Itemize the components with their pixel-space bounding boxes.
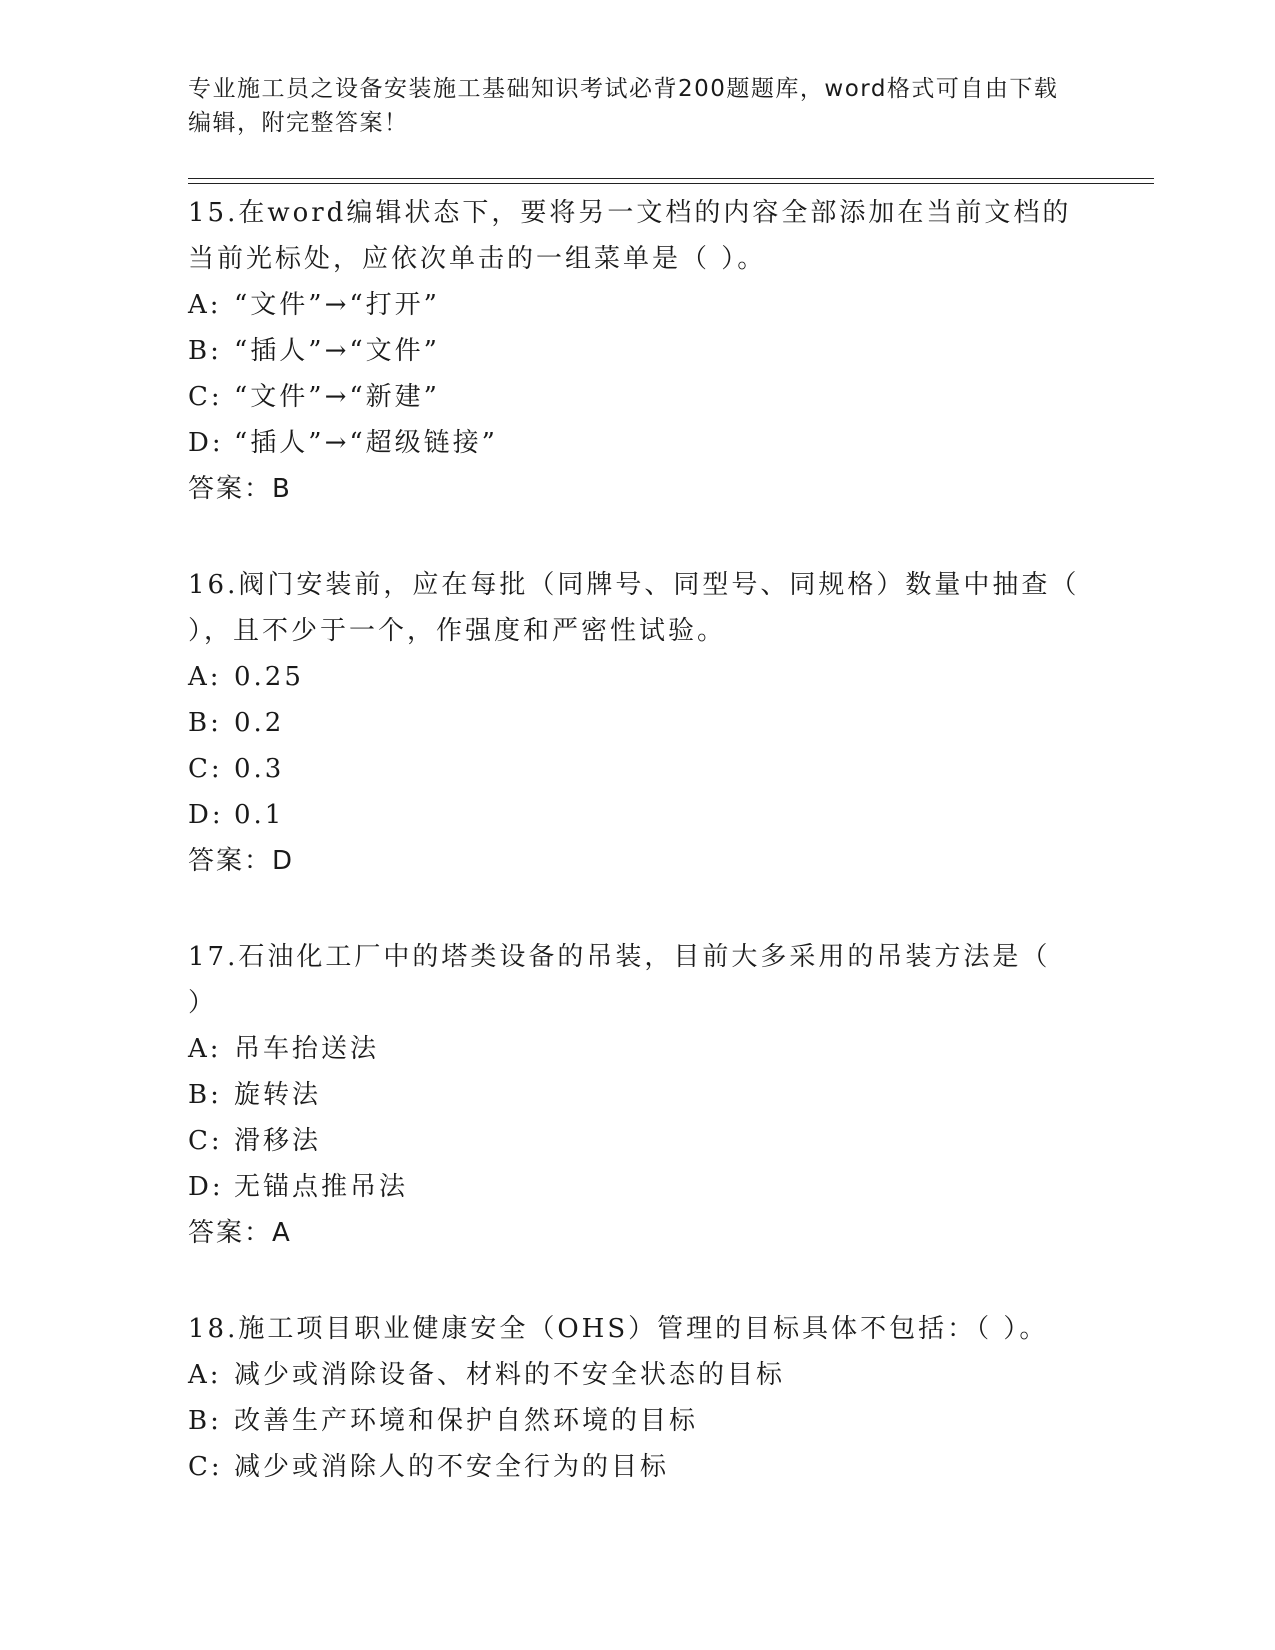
option-c: [188, 746, 1088, 792]
question-line: ），且不少于一个，作强度和严密性试验。: [188, 616, 727, 646]
question-line: 17.石油化工厂中的塔类设备的吊装，目前大多采用的吊装方法是（: [188, 942, 1051, 972]
option-d: [188, 792, 1088, 838]
header-line-2: 编辑，附完整答案！: [188, 110, 409, 136]
header-divider-top: [188, 178, 1154, 179]
option-text: “插人”→“文件”: [234, 336, 440, 366]
option-text: 吊车抬送法: [234, 1034, 380, 1064]
option-label: C:: [188, 754, 223, 784]
option-text: 无锚点推吊法: [234, 1172, 409, 1202]
option-c: [188, 1444, 1088, 1490]
question-15: [188, 190, 1088, 512]
option-d: [188, 420, 1088, 466]
option-label: D:: [188, 800, 224, 830]
option-label: C:: [188, 1126, 223, 1156]
question-text: [188, 934, 1088, 1026]
question-list: [188, 190, 1088, 1540]
answer-line: 答案：A: [188, 1218, 292, 1248]
option-label: B:: [188, 708, 222, 738]
option-label: A:: [188, 1034, 222, 1064]
option-b: [188, 328, 1088, 374]
option-text: “文件”→“新建”: [234, 382, 440, 412]
option-label: A:: [188, 290, 222, 320]
option-text: 0.3: [234, 754, 285, 784]
option-b: [188, 1072, 1088, 1118]
option-a: [188, 654, 1088, 700]
option-label: D:: [188, 1172, 224, 1202]
option-text: 旋转法: [234, 1080, 322, 1110]
question-line: 15.在word编辑状态下，要将另一文档的内容全部添加在当前文档的: [188, 198, 1072, 228]
option-label: B:: [188, 336, 222, 366]
option-label: B:: [188, 1406, 222, 1436]
option-d: [188, 1164, 1088, 1210]
question-text: [188, 562, 1088, 654]
question-text: [188, 1306, 1088, 1352]
answer-line: 答案：D: [188, 846, 295, 876]
option-a: [188, 282, 1088, 328]
option-label: D:: [188, 428, 224, 458]
option-a: [188, 1026, 1088, 1072]
option-text: 滑移法: [234, 1126, 322, 1156]
header-line-1: 专业施工员之设备安装施工基础知识考试必背200题题库，word格式可自由下载: [188, 76, 1059, 102]
option-a: [188, 1352, 1088, 1398]
option-label: A:: [188, 1360, 222, 1390]
question-text: [188, 190, 1088, 282]
question-17: [188, 934, 1088, 1256]
option-text: 改善生产环境和保护自然环境的目标: [234, 1406, 699, 1436]
option-text: 0.25: [234, 662, 304, 692]
question-line: 18.施工项目职业健康安全（OHS）管理的目标具体不包括：（ ）。: [188, 1314, 1049, 1344]
option-c: [188, 374, 1088, 420]
option-label: C:: [188, 1452, 223, 1482]
option-label: B:: [188, 1080, 222, 1110]
option-c: [188, 1118, 1088, 1164]
option-text: 0.1: [234, 800, 285, 830]
answer-line: 答案：B: [188, 474, 292, 504]
option-b: [188, 1398, 1088, 1444]
option-text: “插人”→“超级链接”: [234, 428, 498, 458]
document-header: [188, 72, 1088, 140]
question-16: [188, 562, 1088, 884]
question-line: 当前光标处，应依次单击的一组菜单是（ ）。: [188, 244, 767, 274]
question-line: ）: [188, 988, 218, 1018]
question-18: [188, 1306, 1088, 1490]
option-text: “文件”→“打开”: [234, 290, 440, 320]
option-text: 减少或消除设备、材料的不安全状态的目标: [234, 1360, 786, 1390]
option-b: [188, 700, 1088, 746]
option-label: A:: [188, 662, 222, 692]
header-divider-bottom: [188, 183, 1154, 184]
option-text: 0.2: [234, 708, 285, 738]
option-text: 减少或消除人的不安全行为的目标: [234, 1452, 670, 1482]
option-label: C:: [188, 382, 223, 412]
question-line: 16.阀门安装前，应在每批（同牌号、同型号、同规格）数量中抽查（: [188, 570, 1080, 600]
